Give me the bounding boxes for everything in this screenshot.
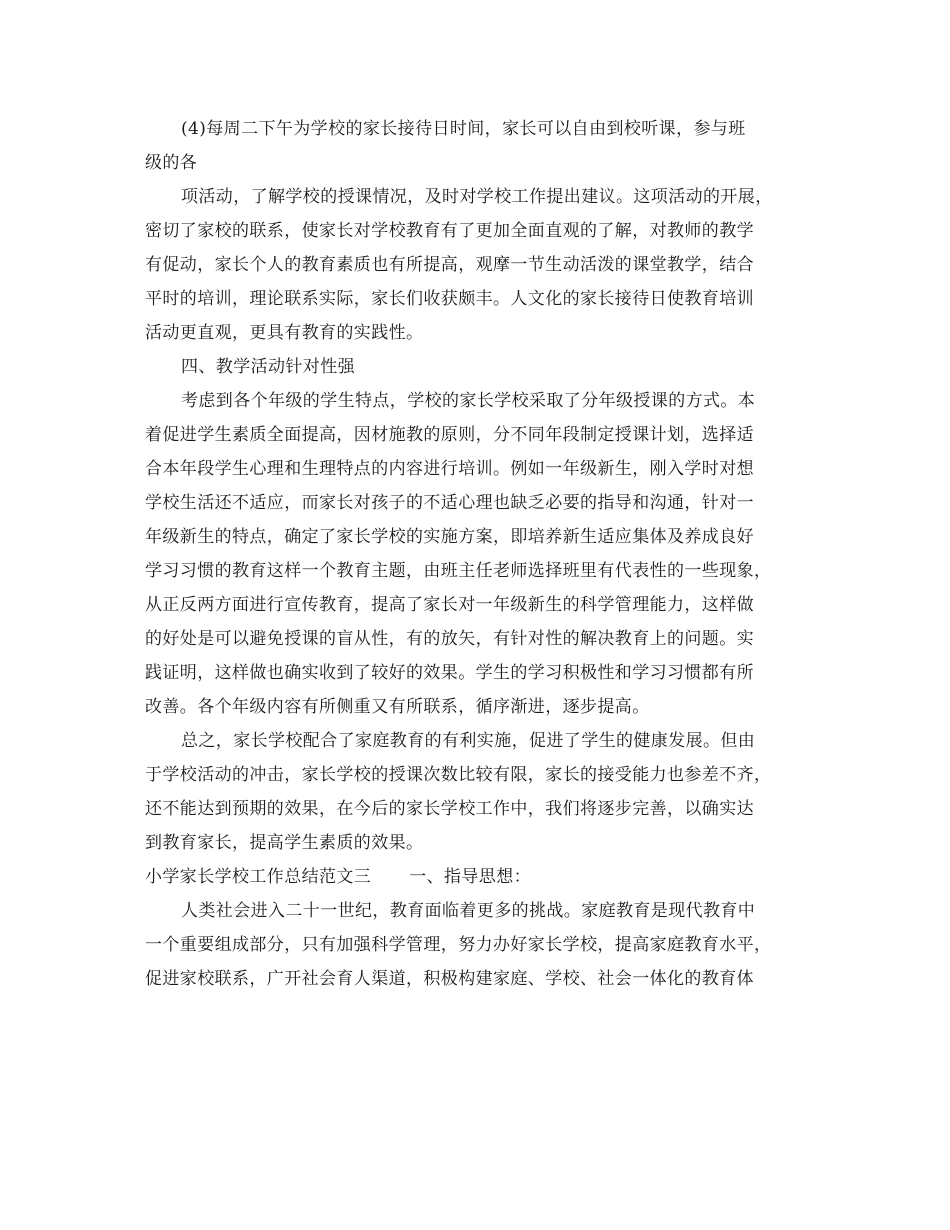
paragraph-line: (4)每周二下午为学校的家长接待日时间，家长可以自由到校听课，参与班 — [181, 119, 746, 139]
paragraph-line: 改善。各个年级内容有所侧重又有所联系，循序渐进，逐步提高。 — [145, 697, 650, 717]
paragraph-line: 于学校活动的冲击，家长学校的授课次数比较有限，家长的接受能力也参差不齐， — [145, 765, 772, 785]
article-title-line — [145, 860, 805, 894]
paragraph-line: 到教育家长，提高学生素质的效果。 — [145, 833, 424, 853]
paragraph-line: 级的各 — [145, 153, 198, 173]
paragraph-line: 着促进学生素质全面提高，因材施教的原则，分不同年段制定授课计划，选择适 — [145, 425, 754, 445]
document-page — [145, 112, 805, 996]
paragraph-line: 从正反两方面进行宣传教育，提高了家长对一年级新生的科学管理能力，这样做 — [145, 595, 754, 615]
paragraph-line: 学习习惯的教育这样一个教育主题，由班主任老师选择班里有代表性的一些现象， — [145, 561, 772, 581]
paragraph-line: 促进家校联系，广开社会育人渠道，积极构建家庭、学校、社会一体化的教育体 — [145, 969, 754, 989]
paragraph-line: 项活动，了解学校的授课情况，及时对学校工作提出建议。这项活动的开展， — [181, 187, 773, 207]
section-heading: 四、教学活动针对性强 — [181, 357, 355, 377]
paragraph-line: 年级新生的特点，确定了家长学校的实施方案，即培养新生适应集体及养成良好 — [145, 527, 754, 547]
paragraph-line: 总之，家长学校配合了家庭教育的有利实施，促进了学生的健康发展。但由 — [181, 731, 756, 751]
paragraph-line: 一个重要组成部分，只有加强科学管理，努力办好家长学校，提高家庭教育水平， — [145, 935, 772, 955]
paragraph-line: 的好处是可以避免授课的盲从性，有的放矢，有针对性的解决教育上的问题。实 — [145, 629, 754, 649]
paragraph-line: 有促动，家长个人的教育素质也有所提高，观摩一节生动活泼的课堂教学，结合 — [145, 255, 754, 275]
paragraph-line: 践证明，这样做也确实收到了较好的效果。学生的学习积极性和学习习惯都有所 — [145, 663, 754, 683]
paragraph-line: 考虑到各个年级的学生特点，学校的家长学校采取了分年级授课的方式。本 — [181, 391, 756, 411]
paragraph-line: 密切了家校的联系，使家长对学校教育有了更加全面直观的了解，对教师的教学 — [145, 221, 754, 241]
paragraph-line: 合本年段学生心理和生理特点的内容进行培训。例如一年级新生，刚入学时对想 — [145, 459, 754, 479]
paragraph-line: 平时的培训，理论联系实际，家长们收获颇丰。人文化的家长接待日使教育培训 — [145, 289, 754, 309]
paragraph-line: 还不能达到预期的效果，在今后的家长学校工作中，我们将逐步完善，以确实达 — [145, 799, 754, 819]
paragraph-line: 人类社会进入二十一世纪，教育面临着更多的挑战。家庭教育是现代教育中 — [181, 901, 756, 921]
article-subheading: 一、指导思想： — [409, 867, 532, 887]
paragraph-line: 活动更直观，更具有教育的实践性。 — [145, 323, 424, 343]
paragraph-line: 学校生活还不适应，而家长对孩子的不适心理也缺乏必要的指导和沟通，针对一 — [145, 493, 754, 513]
article-title: 小学家长学校工作总结范文三 — [145, 867, 372, 887]
